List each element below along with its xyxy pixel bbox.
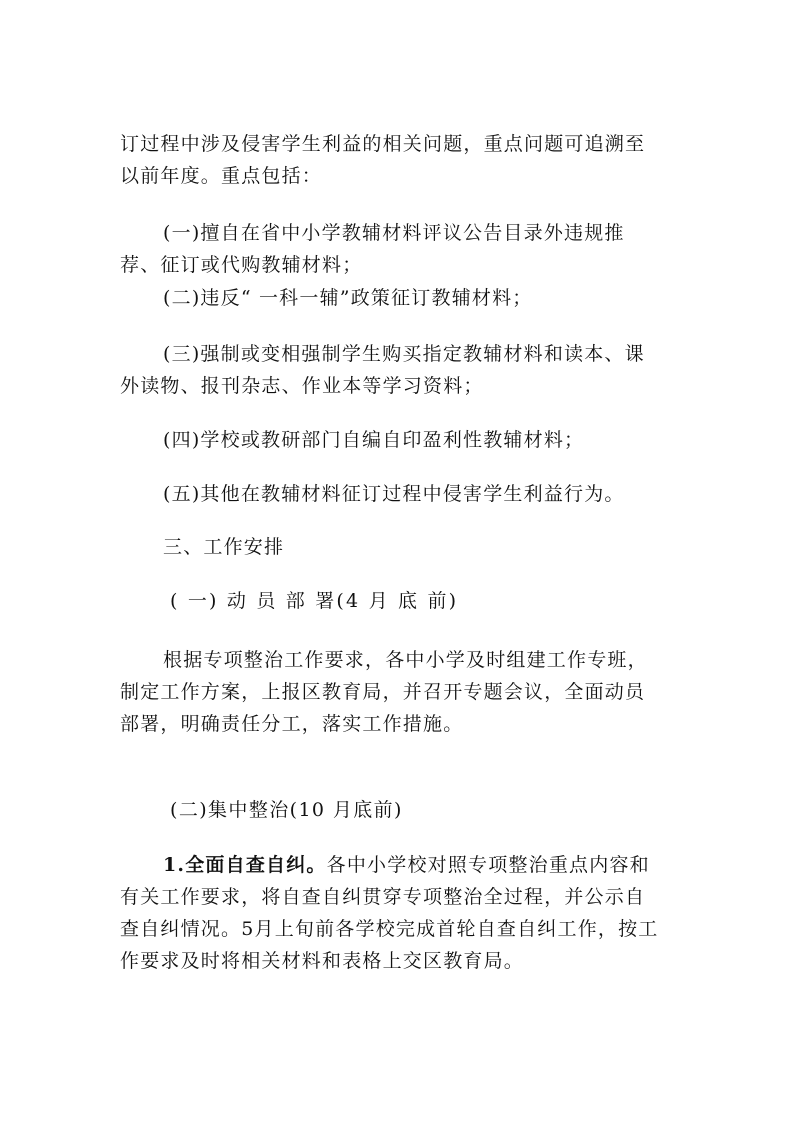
step-1-lead: 1.全面自查自纠。	[163, 854, 327, 876]
step-1-text: 各中小学校对照专项整治重点内容和	[326, 854, 650, 876]
list-item-1	[120, 217, 680, 281]
paragraph-continuation	[120, 128, 680, 192]
stage-1-body	[120, 644, 680, 740]
text-line: (五)其他在教辅材料征订过程中侵害学生利益行为。	[163, 483, 625, 505]
list-item-2	[120, 282, 680, 314]
text-line: 荐、征订或代购教辅材料；	[120, 254, 363, 276]
text-line: 作要求及时将相关材料和表格上交区教育局。	[120, 950, 525, 972]
text-line: 根据专项整治工作要求，各中小学及时组建工作专班，	[163, 649, 648, 671]
text-line: 有关工作要求，将自查自纠贯穿专项整治全过程，并公示自	[120, 886, 646, 908]
text-line	[120, 849, 680, 881]
list-item-3	[120, 338, 680, 402]
list-item-4	[120, 424, 680, 456]
text-line: 外读物、报刊杂志、作业本等学习资料；	[120, 375, 484, 397]
list-item-5	[120, 478, 680, 510]
text-line: (三)强制或变相强制学生购买指定教辅材料和读本、课	[163, 343, 645, 365]
text-line: (四)学校或教研部门自编自印盈利性教辅材料；	[163, 429, 585, 451]
step-1-body	[120, 849, 680, 977]
text-line: 部署，明确责任分工，落实工作措施。	[120, 713, 464, 735]
text-line: (一)擅自在省中小学教辅材料评议公告目录外违规推	[163, 222, 625, 244]
text-line: 以前年度。重点包括：	[120, 165, 323, 187]
stage-heading-2: (二)集中整治(10 月底前)	[170, 799, 403, 821]
stage-heading-1: ( 一) 动 员 部 署(4 月 底 前)	[170, 590, 459, 612]
text-line: 制定工作方案，上报区教育局，并召开专题会议，全面动员	[120, 681, 646, 703]
text-line: 订过程中涉及侵害学生利益的相关问题，重点问题可追溯至	[120, 133, 646, 155]
section-heading: 三、工作安排	[163, 536, 285, 558]
text-line: 查自纠情况。5月上旬前各学校完成首轮自查自纠工作，按工	[120, 918, 659, 940]
text-line: (二)违反“ 一科一辅”政策征订教辅材料；	[163, 287, 533, 309]
